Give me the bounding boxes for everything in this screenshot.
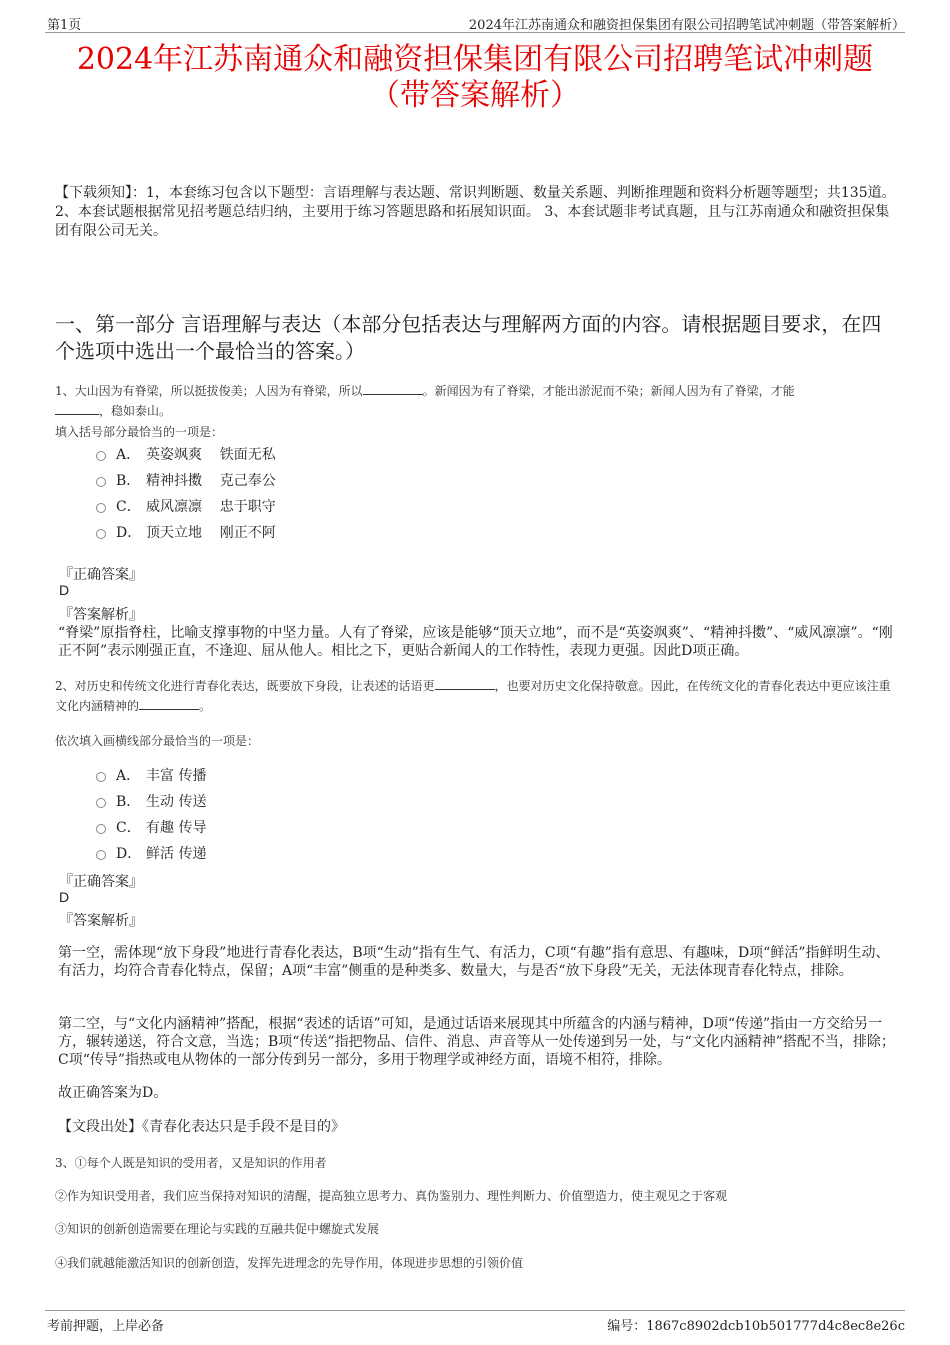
footer-serial: 编号：1867c8902dcb10b501777d4c8ec8e26c (607, 1319, 905, 1334)
answer-label: 『正确答案』 (59, 874, 143, 890)
footer-divider (45, 1310, 905, 1311)
option-b[interactable]: B． 精神抖擞 克己奉公 (96, 467, 276, 493)
page-title (40, 42, 910, 114)
analysis-paragraph-3: 故正确答案为D。 (58, 1085, 168, 1101)
section-heading: 一、第一部分 言语理解与表达（本部分包括表达与理解两方面的内容。请根据题目要求，在四个选项中选出一个最恰当的答案。） (55, 312, 882, 363)
answer-value: D (59, 889, 70, 905)
answer-value: D (59, 582, 70, 598)
title-line-2: （带答案解析） (370, 78, 580, 113)
blank-2 (139, 697, 199, 710)
blank-2 (55, 402, 99, 415)
header-doc-title: 2024年江苏南通众和融资担保集团有限公司招聘笔试冲刺题（带答案解析） (468, 18, 905, 33)
analysis-label: 『答案解析』 (59, 913, 143, 929)
question-3-sentence-3: ③知识的创新创造需要在理论与实践的互融共促中螺旋式发展 (55, 1222, 380, 1236)
option-d[interactable]: D． 顶天立地 刚正不阿 (96, 519, 276, 545)
download-notice: 【下载须知】：1，本套练习包含以下题型：言语理解与表达题、常识判断题、数量关系题、判断推理题和资料分析题等题型；共135道。 2、本套试题根据常见招考题总结归纳，主要用于练习答题思路和拓展知识面。 3、本套试题非考试真题，且与江苏南通众和融资担保集团有限公司无关。 (55, 185, 896, 239)
question-2-stem: 2、对历史和传统文化进行青春化表达，既要放下身段，让表述的话语更 ，也要对历史文化保持敬意。因此，在传统文化的青春化表达中更应该注重文化内涵精神的 。 (55, 679, 891, 713)
radio-icon[interactable] (96, 824, 106, 834)
blank-1 (363, 382, 423, 395)
option-a[interactable]: A． 英姿飒爽 铁面无私 (96, 441, 276, 467)
title-line-1: 2024年江苏南通众和融资担保集团有限公司招聘笔试冲刺题 (76, 42, 874, 77)
header-divider (45, 32, 905, 33)
option-d[interactable]: D． 鲜活 传递 (96, 840, 206, 866)
radio-icon[interactable] (96, 850, 106, 860)
radio-icon[interactable] (96, 503, 106, 513)
blank-1 (435, 677, 495, 690)
analysis-text: “脊梁”原指脊柱，比喻支撑事物的中坚力量。人有了脊梁，应该是能够“顶天立地”，而不是“英姿飒爽”、“精神抖擞”、“威风凛凛”。“刚正不阿”表示刚强正直，不逢迎、屈从他人。相比之下，更贴合新闻人的工作特性，表现力更强。因此D项正确。 (58, 625, 893, 659)
radio-icon[interactable] (96, 798, 106, 808)
question-3-sentence-2: ②作为知识受用者，我们应当保持对知识的清醒，提高独立思考力、真伪鉴别力、理性判断力、价值塑造力，使主观见之于客观 (55, 1189, 728, 1203)
radio-icon[interactable] (96, 451, 106, 461)
question-3-sentence-1: 3、①每个人既是知识的受用者，又是知识的作用者 (55, 1156, 327, 1170)
option-c[interactable]: C． 有趣 传导 (96, 814, 206, 840)
radio-icon[interactable] (96, 477, 106, 487)
question-2-prompt: 依次填入画横线部分最恰当的一项是： (55, 734, 260, 748)
option-c[interactable]: C． 威风凛凛 忠于职守 (96, 493, 276, 519)
radio-icon[interactable] (96, 529, 106, 539)
analysis-paragraph-1: 第一空，需体现“放下身段”地进行青春化表达，B项“生动”指有生气、有活力，C项“有趣”指有意思、有趣味，D项“鲜活”指鲜明生动、有活力，均符合青春化特点，保留；A项“丰富”侧重的是种类多、数量大，与是否“放下身段”无关，无法体现青春化特点，排除。 (58, 945, 890, 979)
footer-slogan: 考前押题，上岸必备 (47, 1319, 165, 1334)
question-1-options (96, 441, 276, 545)
question-1-stem: 1、大山因为有脊梁，所以挺拔俊美；人因为有脊梁，所以 。新闻因为有了脊梁，才能出淤泥而不染；新闻人因为有了脊梁，才能 ，稳如泰山。 (55, 384, 795, 418)
header-page-number: 第1页 (47, 18, 82, 33)
analysis-paragraph-2: 第二空，与“文化内涵精神”搭配，根据“表述的话语”可知，是通过话语来展现其中所蕴含的内涵与精神，D项“传递”指由一方交给另一方，辗转递送，符合文意，当选；B项“传送”指把物品、信件、消息、声音等从一处传递到另一处，与“文化内涵精神”搭配不当，排除；C项“传导”指热或电从物体的一部分传到另一部分，多用于物理学或神经方面，语境不相符，排除。 (58, 1016, 895, 1068)
question-1-prompt: 填入括号部分最恰当的一项是： (55, 425, 224, 439)
analysis-label: 『答案解析』 (59, 607, 143, 623)
question-2-options (96, 762, 206, 866)
answer-label: 『正确答案』 (59, 567, 143, 583)
question-3-sentence-4: ④我们就越能激活知识的创新创造，发挥先进理念的先导作用，体现进步思想的引领价值 (55, 1256, 524, 1270)
source-citation: 【文段出处】《青春化表达只是手段不是目的》 (58, 1119, 345, 1135)
option-a[interactable]: A． 丰富 传播 (96, 762, 206, 788)
radio-icon[interactable] (96, 772, 106, 782)
option-b[interactable]: B． 生动 传送 (96, 788, 206, 814)
